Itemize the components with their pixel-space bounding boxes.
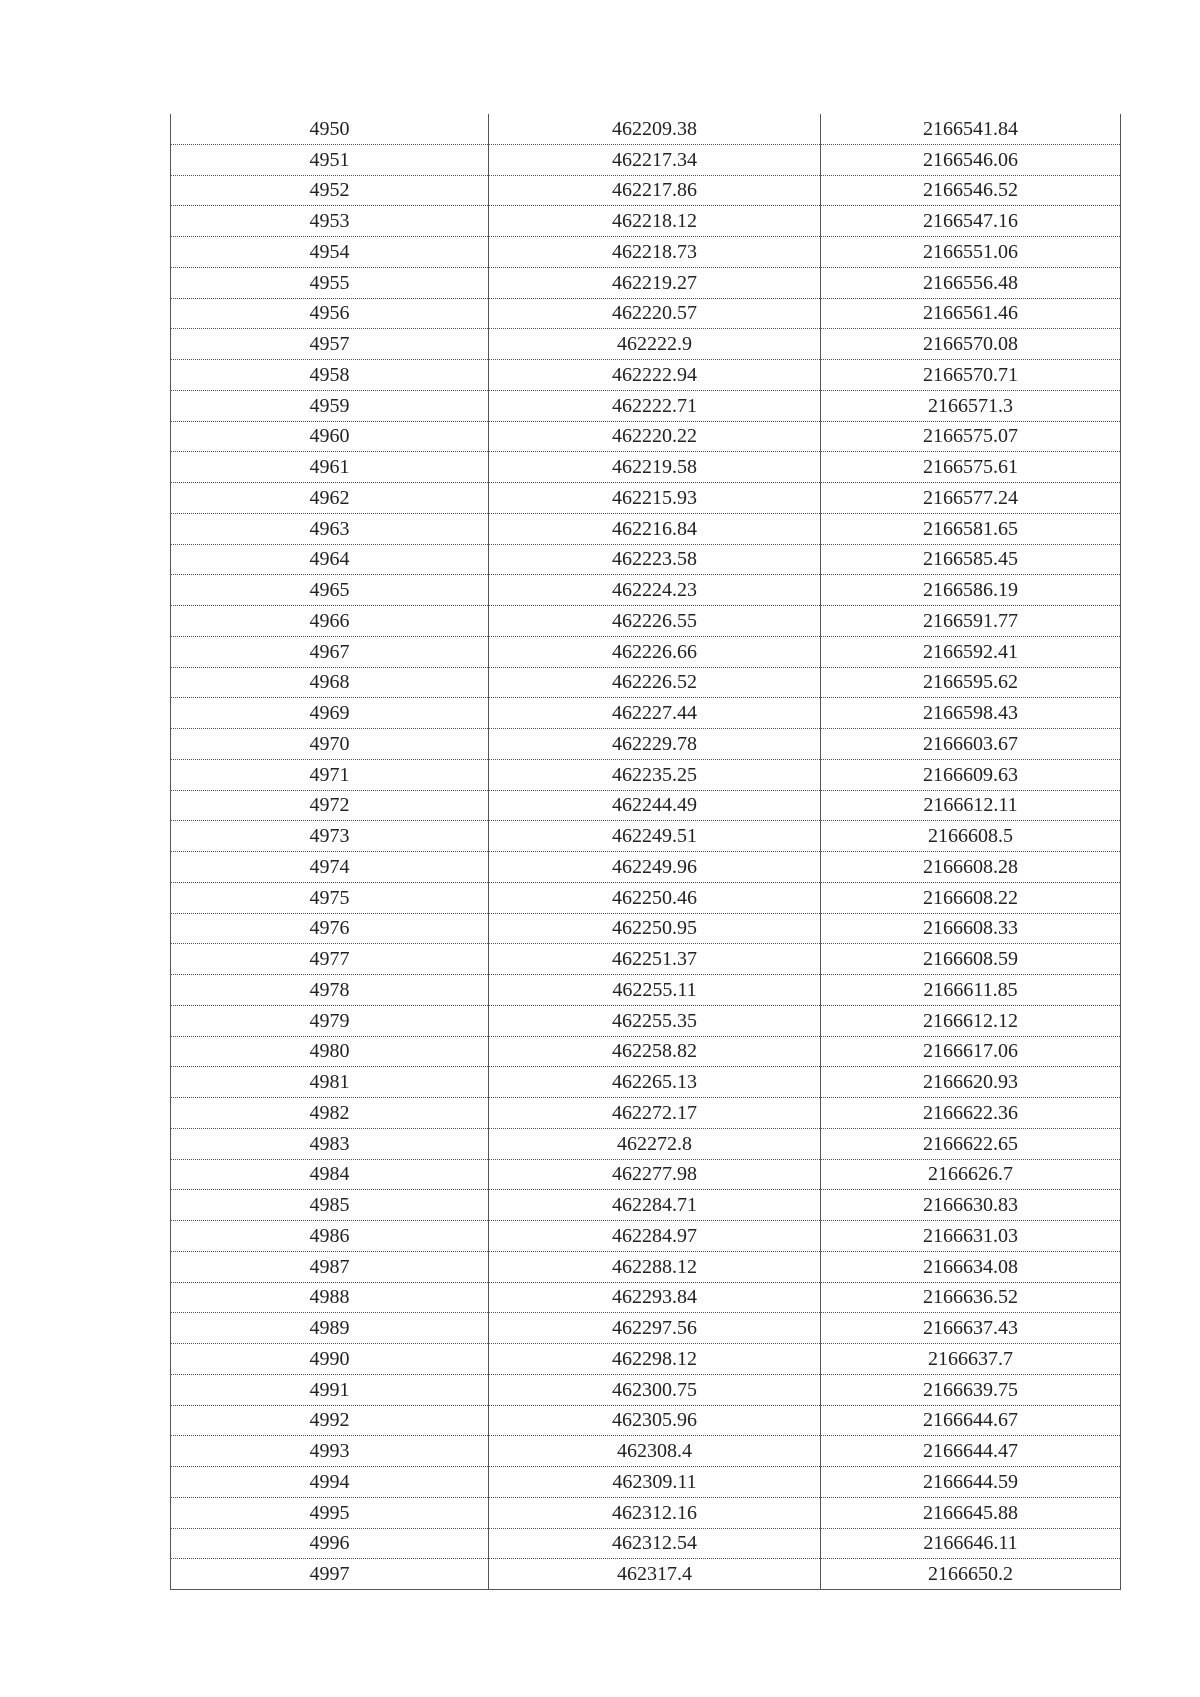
point-number-cell: 4961 (171, 452, 489, 483)
y-coordinate-cell: 2166622.65 (821, 1128, 1121, 1159)
table-row (171, 1190, 1121, 1221)
table-row (171, 698, 1121, 729)
y-coordinate-cell: 2166546.06 (821, 144, 1121, 175)
x-coordinate-cell: 462284.97 (489, 1221, 821, 1252)
y-coordinate-cell: 2166608.22 (821, 882, 1121, 913)
table-row (171, 1128, 1121, 1159)
point-number-cell: 4965 (171, 575, 489, 606)
y-coordinate-cell: 2166598.43 (821, 698, 1121, 729)
y-coordinate-cell: 2166570.08 (821, 329, 1121, 360)
y-coordinate-cell: 2166603.67 (821, 729, 1121, 760)
y-coordinate-cell: 2166626.7 (821, 1159, 1121, 1190)
x-coordinate-cell: 462218.73 (489, 237, 821, 268)
point-number-cell: 4970 (171, 729, 489, 760)
point-number-cell: 4996 (171, 1528, 489, 1559)
y-coordinate-cell: 2166612.11 (821, 790, 1121, 821)
point-number-cell: 4966 (171, 606, 489, 637)
y-coordinate-cell: 2166608.59 (821, 944, 1121, 975)
table-row (171, 1282, 1121, 1313)
table-row (171, 636, 1121, 667)
point-number-cell: 4964 (171, 544, 489, 575)
x-coordinate-cell: 462227.44 (489, 698, 821, 729)
y-coordinate-cell: 2166586.19 (821, 575, 1121, 606)
point-number-cell: 4967 (171, 636, 489, 667)
table-row (171, 452, 1121, 483)
y-coordinate-cell: 2166639.75 (821, 1374, 1121, 1405)
point-number-cell: 4980 (171, 1036, 489, 1067)
y-coordinate-cell: 2166612.12 (821, 1005, 1121, 1036)
x-coordinate-cell: 462308.4 (489, 1436, 821, 1467)
point-number-cell: 4957 (171, 329, 489, 360)
y-coordinate-cell: 2166575.07 (821, 421, 1121, 452)
x-coordinate-cell: 462300.75 (489, 1374, 821, 1405)
point-number-cell: 4981 (171, 1067, 489, 1098)
table-row (171, 237, 1121, 268)
point-number-cell: 4951 (171, 144, 489, 175)
x-coordinate-cell: 462244.49 (489, 790, 821, 821)
table-row (171, 1251, 1121, 1282)
x-coordinate-cell: 462277.98 (489, 1159, 821, 1190)
y-coordinate-cell: 2166591.77 (821, 606, 1121, 637)
table-row (171, 729, 1121, 760)
point-number-cell: 4950 (171, 114, 489, 144)
y-coordinate-cell: 2166609.63 (821, 759, 1121, 790)
point-number-cell: 4979 (171, 1005, 489, 1036)
table-row (171, 544, 1121, 575)
table-row (171, 483, 1121, 514)
point-number-cell: 4978 (171, 975, 489, 1006)
y-coordinate-cell: 2166608.33 (821, 913, 1121, 944)
point-number-cell: 4952 (171, 175, 489, 206)
point-number-cell: 4991 (171, 1374, 489, 1405)
y-coordinate-cell: 2166556.48 (821, 267, 1121, 298)
point-number-cell: 4968 (171, 667, 489, 698)
x-coordinate-cell: 462226.55 (489, 606, 821, 637)
y-coordinate-cell: 2166547.16 (821, 206, 1121, 237)
point-number-cell: 4971 (171, 759, 489, 790)
point-number-cell: 4953 (171, 206, 489, 237)
y-coordinate-cell: 2166631.03 (821, 1221, 1121, 1252)
table-row (171, 114, 1121, 144)
x-coordinate-cell: 462305.96 (489, 1405, 821, 1436)
x-coordinate-cell: 462297.56 (489, 1313, 821, 1344)
table-row (171, 175, 1121, 206)
point-number-cell: 4982 (171, 1098, 489, 1129)
x-coordinate-cell: 462235.25 (489, 759, 821, 790)
table-row (171, 206, 1121, 237)
y-coordinate-cell: 2166592.41 (821, 636, 1121, 667)
table-row (171, 944, 1121, 975)
y-coordinate-cell: 2166645.88 (821, 1497, 1121, 1528)
table-row (171, 790, 1121, 821)
y-coordinate-cell: 2166637.43 (821, 1313, 1121, 1344)
x-coordinate-cell: 462312.54 (489, 1528, 821, 1559)
point-number-cell: 4956 (171, 298, 489, 329)
y-coordinate-cell: 2166551.06 (821, 237, 1121, 268)
x-coordinate-cell: 462309.11 (489, 1467, 821, 1498)
point-number-cell: 4985 (171, 1190, 489, 1221)
point-number-cell: 4969 (171, 698, 489, 729)
point-number-cell: 4992 (171, 1405, 489, 1436)
point-number-cell: 4983 (171, 1128, 489, 1159)
table-row (171, 882, 1121, 913)
y-coordinate-cell: 2166644.59 (821, 1467, 1121, 1498)
table-row (171, 1159, 1121, 1190)
x-coordinate-cell: 462215.93 (489, 483, 821, 514)
table-row (171, 1405, 1121, 1436)
x-coordinate-cell: 462288.12 (489, 1251, 821, 1282)
y-coordinate-cell: 2166617.06 (821, 1036, 1121, 1067)
point-number-cell: 4955 (171, 267, 489, 298)
point-number-cell: 4994 (171, 1467, 489, 1498)
point-number-cell: 4960 (171, 421, 489, 452)
point-number-cell: 4977 (171, 944, 489, 975)
x-coordinate-cell: 462272.8 (489, 1128, 821, 1159)
y-coordinate-cell: 2166622.36 (821, 1098, 1121, 1129)
x-coordinate-cell: 462250.46 (489, 882, 821, 913)
y-coordinate-cell: 2166581.65 (821, 513, 1121, 544)
x-coordinate-cell: 462222.71 (489, 390, 821, 421)
y-coordinate-cell: 2166571.3 (821, 390, 1121, 421)
y-coordinate-cell: 2166644.47 (821, 1436, 1121, 1467)
table-row (171, 1098, 1121, 1129)
table-row (171, 1436, 1121, 1467)
point-number-cell: 4962 (171, 483, 489, 514)
x-coordinate-cell: 462255.35 (489, 1005, 821, 1036)
x-coordinate-cell: 462217.34 (489, 144, 821, 175)
point-number-cell: 4963 (171, 513, 489, 544)
x-coordinate-cell: 462265.13 (489, 1067, 821, 1098)
table-row (171, 1374, 1121, 1405)
y-coordinate-cell: 2166620.93 (821, 1067, 1121, 1098)
x-coordinate-cell: 462298.12 (489, 1344, 821, 1375)
table-row (171, 421, 1121, 452)
point-number-cell: 4954 (171, 237, 489, 268)
x-coordinate-cell: 462249.51 (489, 821, 821, 852)
y-coordinate-cell: 2166634.08 (821, 1251, 1121, 1282)
x-coordinate-cell: 462229.78 (489, 729, 821, 760)
point-number-cell: 4987 (171, 1251, 489, 1282)
y-coordinate-cell: 2166637.7 (821, 1344, 1121, 1375)
y-coordinate-cell: 2166575.61 (821, 452, 1121, 483)
y-coordinate-cell: 2166585.45 (821, 544, 1121, 575)
x-coordinate-cell: 462222.94 (489, 360, 821, 391)
y-coordinate-cell: 2166570.71 (821, 360, 1121, 391)
point-number-cell: 4993 (171, 1436, 489, 1467)
table-row (171, 1344, 1121, 1375)
x-coordinate-cell: 462251.37 (489, 944, 821, 975)
coordinate-table (170, 114, 1121, 1590)
x-coordinate-cell: 462219.27 (489, 267, 821, 298)
y-coordinate-cell: 2166561.46 (821, 298, 1121, 329)
y-coordinate-cell: 2166595.62 (821, 667, 1121, 698)
table-row (171, 975, 1121, 1006)
y-coordinate-cell: 2166630.83 (821, 1190, 1121, 1221)
x-coordinate-cell: 462284.71 (489, 1190, 821, 1221)
table-row (171, 267, 1121, 298)
y-coordinate-cell: 2166541.84 (821, 114, 1121, 144)
table-row (171, 667, 1121, 698)
x-coordinate-cell: 462317.4 (489, 1559, 821, 1590)
x-coordinate-cell: 462226.52 (489, 667, 821, 698)
point-number-cell: 4972 (171, 790, 489, 821)
y-coordinate-cell: 2166577.24 (821, 483, 1121, 514)
x-coordinate-cell: 462219.58 (489, 452, 821, 483)
x-coordinate-cell: 462272.17 (489, 1098, 821, 1129)
y-coordinate-cell: 2166650.2 (821, 1559, 1121, 1590)
table-row (171, 1036, 1121, 1067)
point-number-cell: 4974 (171, 852, 489, 883)
table-row (171, 329, 1121, 360)
x-coordinate-cell: 462220.22 (489, 421, 821, 452)
x-coordinate-cell: 462216.84 (489, 513, 821, 544)
table-row (171, 390, 1121, 421)
x-coordinate-cell: 462249.96 (489, 852, 821, 883)
point-number-cell: 4959 (171, 390, 489, 421)
point-number-cell: 4995 (171, 1497, 489, 1528)
table-row (171, 1067, 1121, 1098)
table-row (171, 821, 1121, 852)
y-coordinate-cell: 2166644.67 (821, 1405, 1121, 1436)
point-number-cell: 4989 (171, 1313, 489, 1344)
table-row (171, 1497, 1121, 1528)
table-row (171, 1528, 1121, 1559)
point-number-cell: 4997 (171, 1559, 489, 1590)
point-number-cell: 4986 (171, 1221, 489, 1252)
table-row (171, 1559, 1121, 1590)
y-coordinate-cell: 2166646.11 (821, 1528, 1121, 1559)
point-number-cell: 4958 (171, 360, 489, 391)
x-coordinate-cell: 462222.9 (489, 329, 821, 360)
table-row (171, 298, 1121, 329)
y-coordinate-cell: 2166608.28 (821, 852, 1121, 883)
x-coordinate-cell: 462224.23 (489, 575, 821, 606)
point-number-cell: 4990 (171, 1344, 489, 1375)
y-coordinate-cell: 2166611.85 (821, 975, 1121, 1006)
table-row (171, 1467, 1121, 1498)
x-coordinate-cell: 462258.82 (489, 1036, 821, 1067)
table-row (171, 852, 1121, 883)
table-row (171, 513, 1121, 544)
x-coordinate-cell: 462217.86 (489, 175, 821, 206)
x-coordinate-cell: 462293.84 (489, 1282, 821, 1313)
coordinate-table-body (171, 114, 1121, 1590)
point-number-cell: 4973 (171, 821, 489, 852)
point-number-cell: 4975 (171, 882, 489, 913)
x-coordinate-cell: 462220.57 (489, 298, 821, 329)
table-row (171, 606, 1121, 637)
x-coordinate-cell: 462250.95 (489, 913, 821, 944)
table-row (171, 1221, 1121, 1252)
y-coordinate-cell: 2166636.52 (821, 1282, 1121, 1313)
table-row (171, 144, 1121, 175)
table-row (171, 1313, 1121, 1344)
table-row (171, 1005, 1121, 1036)
x-coordinate-cell: 462312.16 (489, 1497, 821, 1528)
y-coordinate-cell: 2166608.5 (821, 821, 1121, 852)
table-row (171, 575, 1121, 606)
point-number-cell: 4984 (171, 1159, 489, 1190)
table-row (171, 759, 1121, 790)
point-number-cell: 4988 (171, 1282, 489, 1313)
table-row (171, 360, 1121, 391)
x-coordinate-cell: 462218.12 (489, 206, 821, 237)
x-coordinate-cell: 462209.38 (489, 114, 821, 144)
x-coordinate-cell: 462223.58 (489, 544, 821, 575)
table-row (171, 913, 1121, 944)
y-coordinate-cell: 2166546.52 (821, 175, 1121, 206)
point-number-cell: 4976 (171, 913, 489, 944)
x-coordinate-cell: 462255.11 (489, 975, 821, 1006)
x-coordinate-cell: 462226.66 (489, 636, 821, 667)
